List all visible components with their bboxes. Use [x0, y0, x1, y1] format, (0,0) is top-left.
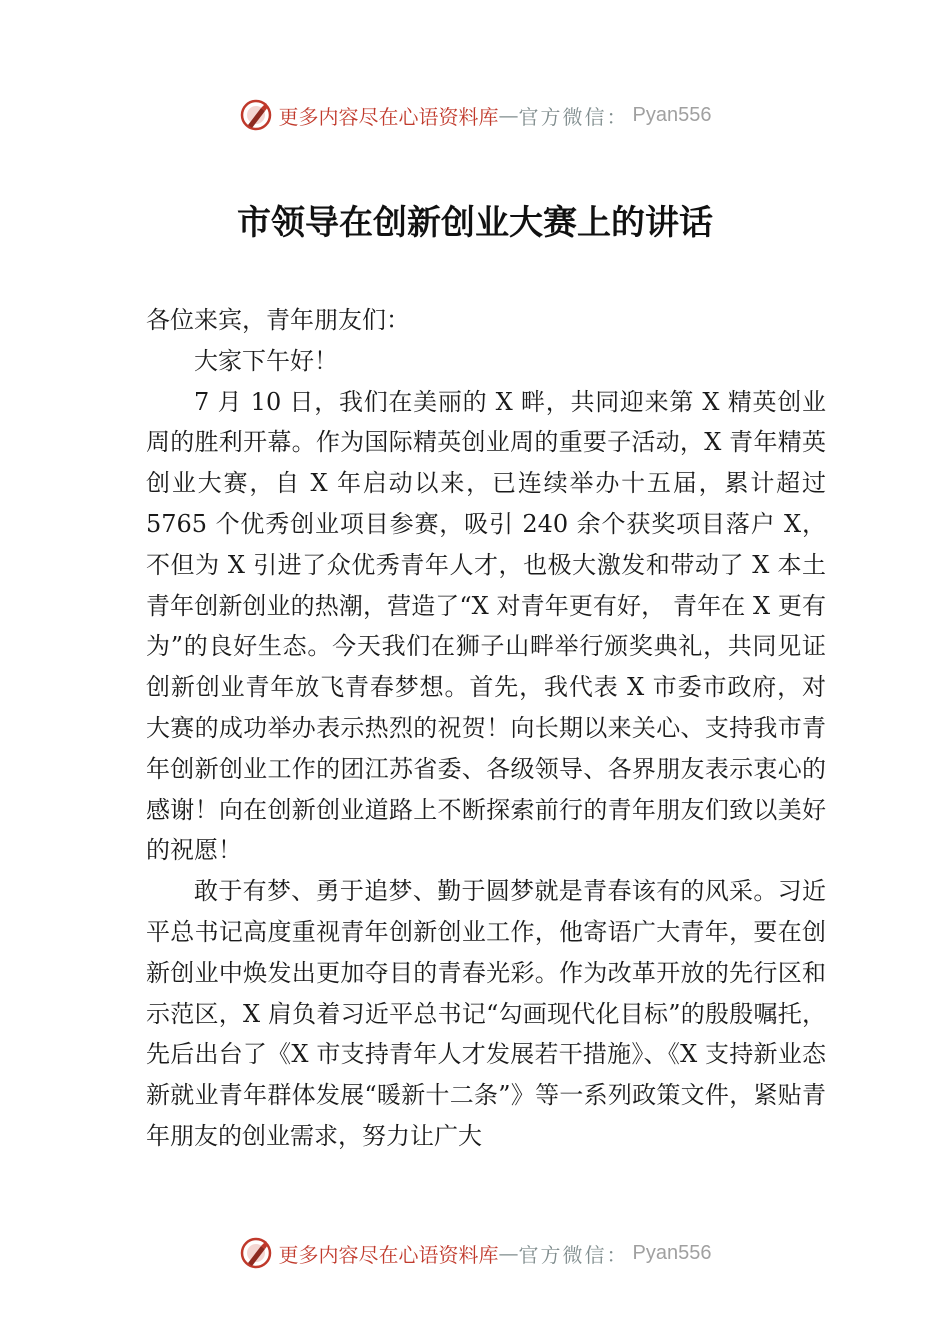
document-title: 市领导在创新创业大赛上的讲话 [237, 203, 713, 243]
watermark-brand-text: 更多内容尽在心语资料库 [278, 104, 499, 129]
pen-nib-circle-icon [239, 1236, 273, 1270]
footer-watermark-banner [0, 1233, 950, 1273]
salutation: 各位来宾，青年朋友们： [146, 306, 410, 334]
paragraph-policy: 敢于有梦、勇于追梦、勤于圆梦就是青春该有的风采。习近平总书记高度重视青年创新创业工作，他寄语广大青年，要在创新创业中焕发出更加夺目的青春光彩。作为改革开放的先行区和示范区，X 肩负着习近平总书记“勾画现代化目标”的殷殷嘱托，先后出台了《X 市支持青年人才发展若干措施》、《X 支持新业态新就业青年群体发展“暖新十二条”》等一系列政策文件，紧贴青年朋友的创业需求，努力让广大 [146, 877, 826, 1150]
document-body [146, 300, 826, 1157]
watermark-wechat-label: 官方微信： [518, 1242, 629, 1267]
watermark-brand-text: 更多内容尽在心语资料库 [278, 1242, 499, 1267]
watermark-wechat-label: 官方微信： [518, 104, 629, 129]
watermark-wechat-id: Pyan556 [632, 1241, 712, 1264]
paragraph-opening: 7 月 10 日，我们在美丽的 X 畔，共同迎来第 X 精英创业周的胜利开幕。作为国际精英创业周的重要子活动，X 青年精英创业大赛，自 X 年启动以来，已连续举办十五届，累计超过 5765 个优秀创业项目参赛，吸引 240 余个获奖项目落户 X，不但为 X 引进了众优秀青年人才，也极大激发和带动了 X 本土青年创新创业的热潮，营造了“X 对青年更有好， 青年在 X 更有为”的良好生态。今天我们在狮子山畔举行颁奖典礼，共同见证创新创业青年放飞青春梦想。首先，我代表 X 市委市政府，对大赛的成功举办表示热烈的祝贺！向长期以来关心、支持我市青年创新创业工作的团江苏省委、各级领导、各界朋友表示衷心的感谢！向在创新创业道路上不断探索前行的青年朋友们致以美好的祝愿！ [146, 387, 826, 865]
header-watermark-banner [0, 95, 950, 135]
watermark-separator: — [498, 1241, 519, 1265]
watermark-wechat-id: Pyan556 [632, 103, 712, 126]
watermark-separator: — [498, 103, 519, 127]
pen-nib-circle-icon [239, 98, 273, 132]
paragraph-greeting: 大家下午好！ [194, 346, 338, 375]
